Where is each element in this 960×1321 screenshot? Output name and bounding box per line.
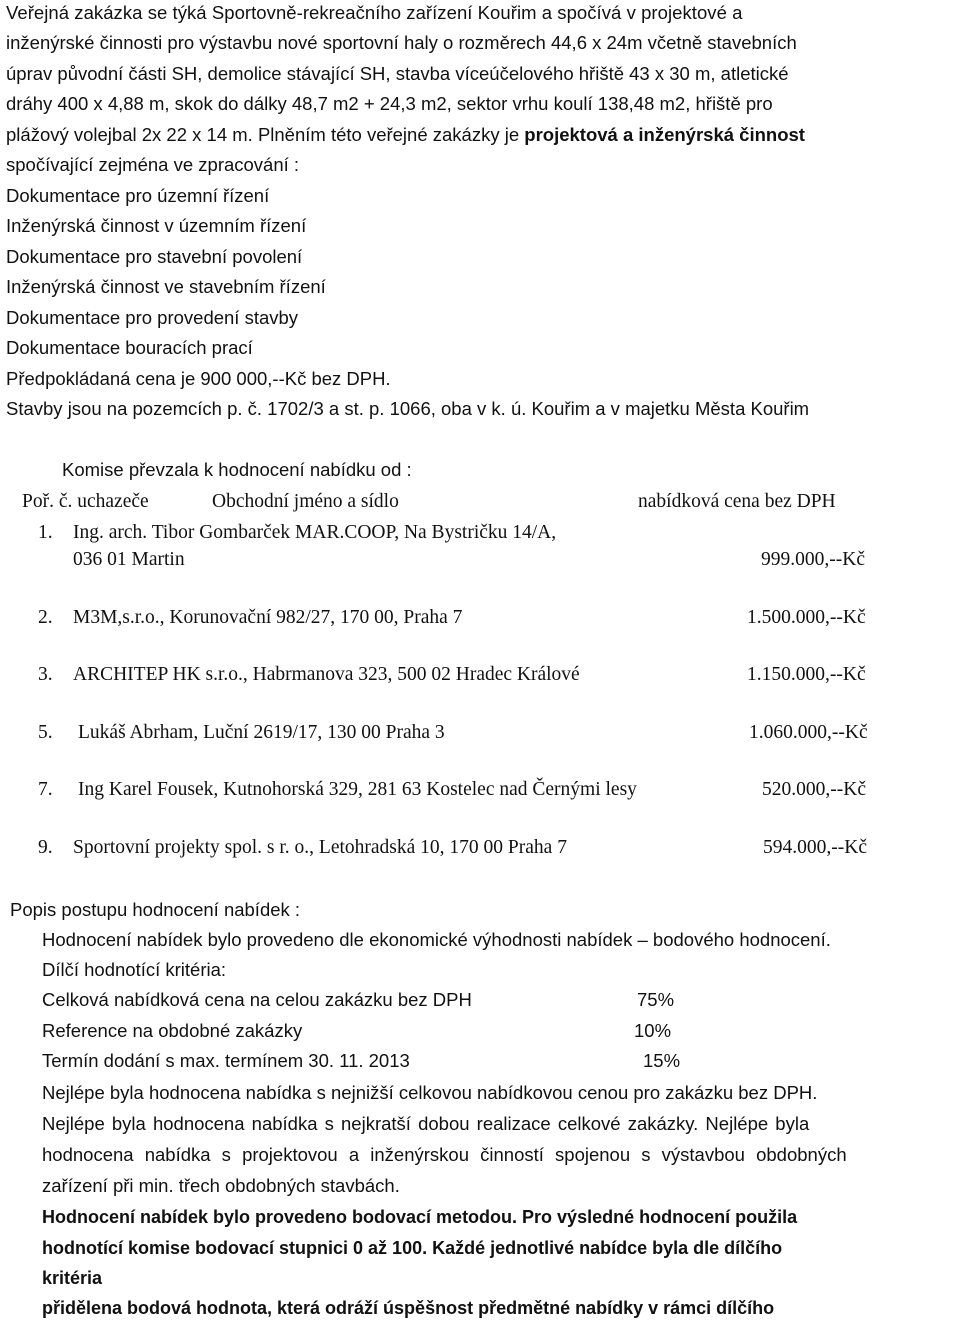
scope-item-3: Dokumentace pro stavební povolení xyxy=(6,246,303,267)
criterion-1-weight: 75% xyxy=(637,989,675,1010)
scope-item-4: Inženýrská činnost ve stavebním řízení xyxy=(6,276,326,297)
col-header-number: Poř. č. uchazeče xyxy=(22,491,149,512)
bidder-9-price: 594.000,--Kč xyxy=(763,837,867,858)
bidder-1-price: 999.000,--Kč xyxy=(761,549,865,570)
evaluation-para-2-line-3: zařízení při min. třech obdobných stavbách. xyxy=(42,1175,400,1196)
bidder-2-price: 1.500.000,--Kč xyxy=(747,607,866,628)
evaluation-bold-line-3: kritéria xyxy=(42,1268,103,1288)
intro-line-5-bold: projektová a inženýrská činnost xyxy=(524,124,805,145)
scope-item-2: Inženýrská činnost v územním řízení xyxy=(6,215,307,236)
intro-line-4: dráhy 400 x 4,88 m, skok do dálky 48,7 m2 + 24,3 m2, sektor vrhu koulí 138,48 m2, hřiště pro xyxy=(6,93,773,114)
criterion-1-label: Celková nabídková cena na celou zakázku bez DPH xyxy=(42,989,472,1010)
bidder-7-number: 7. xyxy=(38,779,53,800)
commission-heading: Komise převzala k hodnocení nabídku od : xyxy=(62,459,412,480)
evaluation-para-2-line-1: Nejlépe byla hodnocena nabídka s nejkratší dobou realizace celkové zakázky. Nejlépe byla xyxy=(42,1113,810,1134)
bidder-5-price: 1.060.000,--Kč xyxy=(749,722,868,743)
intro-line-5-a: plážový volejbal 2x 22 x 14 m. xyxy=(6,124,258,145)
evaluation-line-1: Hodnocení nabídek bylo provedeno dle ekonomické výhodnosti nabídek – bodového hodnocení. xyxy=(42,929,831,950)
evaluation-bold-line-2: hodnotící komise bodovací stupnici 0 až 100. Každé jednotlivé nabídce byla dle dílčího xyxy=(42,1238,783,1258)
col-header-price: nabídková cena bez DPH xyxy=(638,491,836,512)
intro-line-2: inženýrské činnosti pro výstavbu nové sportovní haly o rozměrech 44,6 x 24m včetně stavebních xyxy=(6,32,797,53)
intro-line-6: spočívající zejména ve zpracování : xyxy=(6,154,300,175)
land-note: Stavby jsou na pozemcích p. č. 1702/3 a st. p. 1066, oba v k. ú. Kouřim a v majetku Města Kouřim xyxy=(6,398,810,419)
bidder-9-name: Sportovní projekty spol. s r. o., Letohradská 10, 170 00 Praha 7 xyxy=(73,837,567,858)
bidder-3-name: ARCHITEP HK s.r.o., Habrmanova 323, 500 02 Hradec Králové xyxy=(73,664,580,685)
bidder-1-name: Ing. arch. Tibor Gombarček MAR.COOP, Na Bystričku 14/A, xyxy=(73,522,557,543)
intro-line-1: Veřejná zakázka se týká Sportovně-rekreačního zařízení Kouřim a spočívá v projektové a xyxy=(6,2,743,23)
bidder-5-name: Lukáš Abrham, Luční 2619/17, 130 00 Praha 3 xyxy=(78,722,445,743)
evaluation-bold-line-4: přidělena bodová hodnota, která odráží úspěšnost předmětné nabídky v rámci dílčího xyxy=(42,1298,775,1318)
criterion-3-label: Termín dodání s max. termínem 30. 11. 2013 xyxy=(42,1050,410,1071)
intro-line-5 xyxy=(6,126,805,145)
bidder-1-number: 1. xyxy=(38,522,53,543)
bidder-1-address: 036 01 Martin xyxy=(73,549,185,570)
bidder-3-price: 1.150.000,--Kč xyxy=(747,664,866,685)
criterion-3-weight: 15% xyxy=(643,1050,681,1071)
evaluation-para-2-line-2: hodnocena nabídka s projektovou a inženýrskou činností spojenou s výstavbou obdobných xyxy=(42,1144,847,1165)
criterion-2-weight: 10% xyxy=(634,1020,672,1041)
bidder-9-number: 9. xyxy=(38,837,53,858)
price-note: Předpokládaná cena je 900 000,--Kč bez DPH. xyxy=(6,368,391,389)
scope-item-1: Dokumentace pro územní řízení xyxy=(6,185,270,206)
intro-line-3: úprav původní části SH, demolice stávající SH, stavba víceúčelového hřiště 43 x 30 m, atletické xyxy=(6,63,789,84)
bidder-2-name: M3M,s.r.o., Korunovační 982/27, 170 00, Praha 7 xyxy=(73,607,463,628)
scope-item-6: Dokumentace bouracích prací xyxy=(6,337,253,358)
bidder-7-price: 520.000,--Kč xyxy=(762,779,866,800)
bidder-3-number: 3. xyxy=(38,664,53,685)
criterion-2-label: Reference na obdobné zakázky xyxy=(42,1020,303,1041)
scope-item-5: Dokumentace pro provedení stavby xyxy=(6,307,299,328)
bidder-7-name: Ing Karel Fousek, Kutnohorská 329, 281 63 Kostelec nad Černými lesy xyxy=(78,779,637,800)
bidder-2-number: 2. xyxy=(38,607,53,628)
intro-line-5-b: Plněním této veřejné zakázky je xyxy=(257,124,525,145)
evaluation-heading: Popis postupu hodnocení nabídek : xyxy=(10,899,301,920)
evaluation-para-1: Nejlépe byla hodnocena nabídka s nejnižší celkovou nabídkovou cenou pro zakázku bez DPH. xyxy=(42,1082,818,1103)
col-header-name: Obchodní jméno a sídlo xyxy=(212,491,399,512)
evaluation-subcriteria: Dílčí hodnotící kritéria: xyxy=(42,959,227,980)
evaluation-bold-line-1: Hodnocení nabídek bylo provedeno bodovací metodou. Pro výsledné hodnocení použila xyxy=(42,1207,798,1227)
bidder-5-number: 5. xyxy=(38,722,53,743)
